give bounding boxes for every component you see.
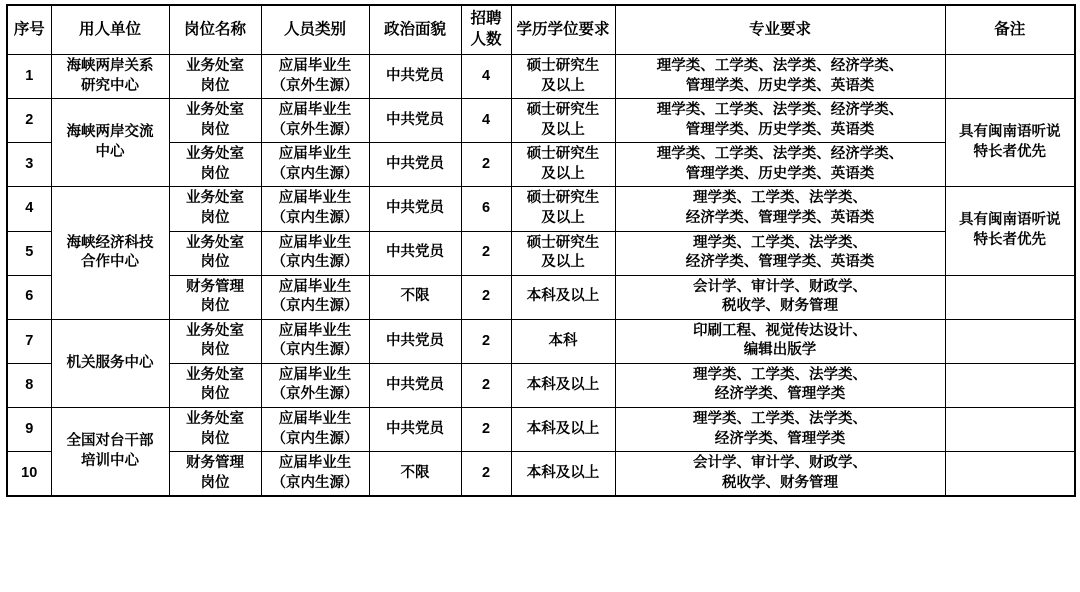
cell-type: [261, 363, 369, 407]
cell-post: [169, 408, 261, 452]
cell-line: 业务处室: [186, 58, 244, 74]
cell-line: （京外生源）: [271, 121, 359, 138]
cell-major: [615, 231, 945, 275]
cell-line: 硕士研究生: [526, 234, 600, 251]
header-major: 专业要求: [615, 5, 945, 55]
cell-politics: 中共党员: [369, 408, 461, 452]
cell-count: 2: [461, 231, 511, 275]
cell-post: [169, 275, 261, 319]
cell-politics: 中共党员: [369, 99, 461, 143]
cell-count: 6: [461, 187, 511, 231]
cell-unit: [51, 187, 169, 319]
cell-post: [169, 452, 261, 497]
header-seq: 序号: [7, 5, 51, 55]
cell-seq: 8: [7, 363, 51, 407]
cell-line: 岗位: [200, 254, 230, 271]
cell-line: 管理学类、历史学类、英语类: [685, 77, 875, 94]
cell-line: 海峡经济科技: [66, 234, 154, 251]
cell-post: [169, 231, 261, 275]
cell-seq: 7: [7, 319, 51, 363]
cell-major: [615, 99, 945, 143]
cell-line: （京外生源）: [271, 386, 359, 403]
cell-count: 2: [461, 363, 511, 407]
cell-line: 应届毕业生: [278, 146, 352, 163]
cell-major: [615, 319, 945, 363]
table-row: [7, 187, 1075, 231]
cell-line: 具有闽南语听说: [959, 212, 1061, 229]
cell-education: [511, 231, 615, 275]
cell-line: 硕士研究生: [526, 146, 600, 163]
cell-line: 应届毕业生: [278, 366, 352, 383]
header-unit: 用人单位: [51, 5, 169, 55]
cell-remark: [945, 55, 1075, 99]
cell-seq: 9: [7, 408, 51, 452]
cell-line: 管理学类、历史学类、英语类: [685, 165, 875, 182]
cell-line: 海峡两岸交流: [66, 124, 154, 141]
cell-line: 合作中心: [81, 254, 139, 271]
cell-line: 应届毕业生: [278, 278, 352, 295]
cell-post: [169, 143, 261, 187]
cell-politics: 中共党员: [369, 319, 461, 363]
cell-line: （京内生源）: [271, 165, 359, 182]
cell-line: （京内生源）: [271, 298, 359, 315]
cell-count: 2: [461, 452, 511, 497]
table-row: [7, 55, 1075, 99]
cell-education: [511, 143, 615, 187]
cell-line: 岗位: [200, 474, 230, 491]
cell-line: （京内生源）: [271, 474, 359, 491]
cell-major: [615, 408, 945, 452]
cell-line: 应届毕业生: [278, 411, 352, 427]
cell-line: 经济学类、管理学类: [714, 430, 846, 447]
cell-line: 理学类、工学类、法学类、: [693, 366, 867, 383]
cell-line: 理学类、工学类、法学类、经济学类、: [656, 58, 904, 74]
cell-line: 业务处室: [186, 190, 244, 207]
cell-line: 岗位: [200, 209, 230, 226]
cell-type: [261, 99, 369, 143]
cell-line: 全国对台干部: [66, 433, 154, 450]
cell-post: [169, 319, 261, 363]
cell-seq: 5: [7, 231, 51, 275]
cell-education: [511, 363, 615, 407]
cell-line: 岗位: [200, 430, 230, 447]
cell-line: 应届毕业生: [278, 102, 352, 119]
header-education: 学历学位要求: [511, 5, 615, 55]
cell-type: [261, 408, 369, 452]
cell-post: [169, 363, 261, 407]
cell-line: 应届毕业生: [278, 190, 352, 207]
cell-line: 本科: [548, 332, 578, 349]
cell-line: 岗位: [200, 298, 230, 315]
cell-line: （京内生源）: [271, 209, 359, 226]
cell-education: [511, 408, 615, 452]
cell-type: [261, 55, 369, 99]
cell-line: 及以上: [541, 165, 585, 182]
cell-line: 应届毕业生: [278, 455, 352, 472]
cell-line: （京内生源）: [271, 254, 359, 271]
cell-line: 及以上: [541, 121, 585, 138]
cell-major: [615, 452, 945, 497]
cell-line: 应届毕业生: [278, 322, 352, 339]
cell-major: [615, 143, 945, 187]
cell-line: 培训中心: [81, 452, 139, 469]
cell-line: 业务处室: [186, 234, 244, 251]
table-row: [7, 99, 1075, 143]
cell-politics: 中共党员: [369, 187, 461, 231]
cell-line: 编辑出版学: [743, 342, 817, 359]
cell-count: 2: [461, 275, 511, 319]
cell-line: 业务处室: [186, 146, 244, 163]
cell-major: [615, 275, 945, 319]
cell-line: 经济学类、管理学类、英语类: [685, 254, 875, 271]
cell-remark: [945, 187, 1075, 275]
cell-line: （京外生源）: [271, 77, 359, 94]
cell-politics: 中共党员: [369, 143, 461, 187]
cell-line: 理学类、工学类、法学类、经济学类、: [656, 102, 904, 119]
cell-count: 4: [461, 55, 511, 99]
cell-major: [615, 55, 945, 99]
cell-line: 本科及以上: [526, 376, 600, 393]
cell-line: 经济学类、管理学类: [714, 386, 846, 403]
cell-line: 中心: [95, 143, 125, 160]
table-row: [7, 408, 1075, 452]
header-post: 岗位名称: [169, 5, 261, 55]
cell-line: 税收学、财务管理: [722, 474, 838, 491]
header-remark: 备注: [945, 5, 1075, 55]
cell-line: 本科及以上: [526, 288, 600, 305]
cell-remark: [945, 99, 1075, 187]
cell-line: 岗位: [200, 342, 230, 359]
cell-politics: 不限: [369, 275, 461, 319]
cell-line: 岗位: [200, 77, 230, 94]
cell-line: 业务处室: [186, 366, 244, 383]
cell-post: [169, 99, 261, 143]
cell-line: 印刷工程、视觉传达设计、: [693, 322, 867, 339]
cell-remark: [945, 319, 1075, 363]
table-body: [7, 55, 1075, 497]
cell-line: 硕士研究生: [526, 58, 600, 74]
cell-line: 硕士研究生: [526, 102, 600, 119]
cell-major: [615, 187, 945, 231]
cell-line: 岗位: [200, 165, 230, 182]
cell-education: [511, 187, 615, 231]
cell-line: 理学类、工学类、法学类、: [693, 411, 867, 427]
cell-line: 及以上: [541, 77, 585, 94]
cell-remark: [945, 363, 1075, 407]
cell-line: 机关服务中心: [66, 354, 154, 371]
cell-seq: 2: [7, 99, 51, 143]
table-row: [7, 319, 1075, 363]
cell-line: 应届毕业生: [278, 234, 352, 251]
header-type: 人员类别: [261, 5, 369, 55]
cell-post: [169, 187, 261, 231]
header-politics: 政治面貌: [369, 5, 461, 55]
cell-type: [261, 143, 369, 187]
cell-count: 2: [461, 143, 511, 187]
cell-line: 岗位: [200, 121, 230, 138]
cell-count: 2: [461, 319, 511, 363]
cell-line: 管理学类、历史学类、英语类: [685, 121, 875, 138]
cell-line: 研究中心: [81, 77, 139, 94]
cell-major: [615, 363, 945, 407]
cell-unit: [51, 319, 169, 407]
cell-line: 会计学、审计学、财政学、: [693, 455, 867, 472]
cell-education: [511, 55, 615, 99]
cell-count: 4: [461, 99, 511, 143]
cell-line: 应届毕业生: [278, 58, 352, 74]
cell-remark: [945, 275, 1075, 319]
cell-post: [169, 55, 261, 99]
cell-politics: 中共党员: [369, 363, 461, 407]
table-header-row: [7, 5, 1075, 55]
cell-line: 财务管理: [186, 455, 244, 472]
cell-seq: 4: [7, 187, 51, 231]
cell-line: 硕士研究生: [526, 190, 600, 207]
table-header: [7, 5, 1075, 55]
cell-education: [511, 99, 615, 143]
cell-line: 本科及以上: [526, 464, 600, 481]
cell-type: [261, 187, 369, 231]
cell-unit: [51, 99, 169, 187]
cell-education: [511, 275, 615, 319]
cell-politics: 中共党员: [369, 55, 461, 99]
cell-remark: [945, 452, 1075, 497]
recruitment-table: [6, 4, 1076, 497]
cell-line: （京内生源）: [271, 430, 359, 447]
cell-line: 会计学、审计学、财政学、: [693, 278, 867, 295]
cell-line: 业务处室: [186, 102, 244, 119]
cell-line: 本科及以上: [526, 420, 600, 437]
cell-unit: [51, 55, 169, 99]
cell-count: 2: [461, 408, 511, 452]
cell-line: 理学类、工学类、法学类、: [693, 190, 867, 207]
cell-line: 特长者优先: [973, 232, 1046, 248]
cell-line: 具有闽南语听说: [959, 124, 1061, 141]
cell-remark: [945, 408, 1075, 452]
cell-seq: 6: [7, 275, 51, 319]
cell-type: [261, 452, 369, 497]
cell-line: 财务管理: [186, 278, 244, 295]
cell-seq: 10: [7, 452, 51, 497]
cell-type: [261, 319, 369, 363]
cell-line: 及以上: [541, 209, 585, 226]
cell-line: 理学类、工学类、法学类、经济学类、: [656, 146, 904, 163]
cell-line: 岗位: [200, 386, 230, 403]
cell-line: 海峡两岸关系: [66, 58, 154, 74]
cell-line: 理学类、工学类、法学类、: [693, 234, 867, 251]
cell-seq: 3: [7, 143, 51, 187]
cell-line: 及以上: [541, 254, 585, 271]
cell-line: 业务处室: [186, 322, 244, 339]
cell-line: 特长者优先: [973, 143, 1046, 160]
cell-line: 税收学、财务管理: [722, 298, 838, 315]
cell-education: [511, 319, 615, 363]
cell-seq: 1: [7, 55, 51, 99]
cell-politics: 不限: [369, 452, 461, 497]
cell-unit: [51, 408, 169, 497]
cell-politics: 中共党员: [369, 231, 461, 275]
cell-education: [511, 452, 615, 497]
cell-line: 经济学类、管理学类、英语类: [685, 209, 875, 226]
header-count: 招聘人数: [461, 5, 511, 55]
cell-type: [261, 231, 369, 275]
cell-line: （京内生源）: [271, 342, 359, 359]
cell-type: [261, 275, 369, 319]
cell-line: 业务处室: [186, 411, 244, 427]
